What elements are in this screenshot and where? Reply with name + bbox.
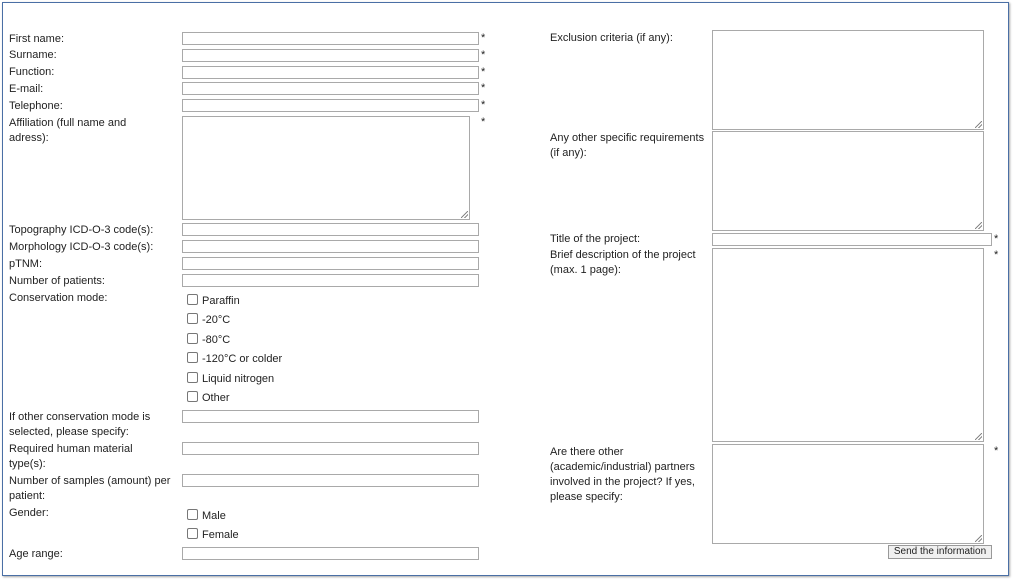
samples-input[interactable] — [182, 474, 479, 487]
telephone-label: Telephone: — [9, 100, 63, 112]
ptnm-input[interactable] — [182, 257, 479, 270]
function-input[interactable] — [182, 66, 479, 79]
function-label: Function: — [9, 66, 55, 78]
exclusion-textarea[interactable] — [712, 30, 984, 130]
conservation-label: Conservation mode: — [9, 292, 108, 304]
male-checkbox[interactable] — [187, 509, 198, 520]
telephone-input[interactable] — [182, 99, 479, 112]
resize-grip-icon[interactable] — [975, 433, 982, 440]
paraffin-checkbox[interactable] — [187, 294, 198, 305]
first-name-input[interactable] — [182, 32, 479, 45]
other-checkbox[interactable] — [187, 391, 198, 402]
resize-grip-icon[interactable] — [975, 222, 982, 229]
male-option-label: Male — [202, 510, 226, 522]
material-input[interactable] — [182, 442, 479, 455]
resize-grip-icon[interactable] — [975, 121, 982, 128]
affiliation-label: Affiliation (full name and adress): — [9, 117, 127, 144]
surname-input[interactable] — [182, 49, 479, 62]
age-label: Age range: — [9, 548, 63, 560]
other-conservation-label: If other conservation mode is selected, please specify: — [9, 411, 151, 438]
partners-textarea[interactable] — [712, 444, 984, 544]
paraffin-option-label: Paraffin — [202, 295, 240, 307]
minus20-checkbox[interactable] — [187, 313, 198, 324]
required-marker: * — [481, 49, 486, 61]
female-checkbox[interactable] — [187, 528, 198, 539]
email-label: E-mail: — [9, 83, 44, 95]
age-input[interactable] — [182, 547, 479, 560]
send-information-button[interactable]: Send the information — [888, 545, 992, 559]
resize-grip-icon[interactable] — [975, 535, 982, 542]
project-title-input[interactable] — [712, 233, 992, 246]
email-input[interactable] — [182, 82, 479, 95]
topography-label: Topography ICD-O-3 code(s): — [9, 224, 154, 236]
female-option-label: Female — [202, 529, 239, 541]
morphology-input[interactable] — [182, 240, 479, 253]
minus120-option-label: -120°C or colder — [202, 353, 283, 365]
required-marker: * — [481, 32, 486, 44]
partners-label: Are there other (academic/industrial) partners involved in the project? If yes, please specify: — [550, 446, 695, 503]
required-marker: * — [994, 249, 999, 261]
required-marker: * — [481, 82, 486, 94]
material-label: Required human material type(s): — [9, 443, 133, 470]
patients-input[interactable] — [182, 274, 479, 287]
minus120-checkbox[interactable] — [187, 352, 198, 363]
topography-input[interactable] — [182, 223, 479, 236]
first-name-label: First name: — [9, 33, 65, 45]
other-conservation-input[interactable] — [182, 410, 479, 423]
other-option-label: Other — [202, 392, 230, 404]
required-marker: * — [994, 445, 999, 457]
project-title-label: Title of the project: — [550, 233, 641, 245]
description-textarea[interactable] — [712, 248, 984, 442]
morphology-label: Morphology ICD-O-3 code(s): — [9, 241, 154, 253]
required-marker: * — [481, 66, 486, 78]
gender-label: Gender: — [9, 507, 49, 519]
requirements-label: Any other specific requirements (if any): — [550, 132, 705, 159]
resize-grip-icon[interactable] — [461, 211, 468, 218]
ptnm-label: pTNM: — [9, 258, 42, 270]
minus20-option-label: -20°C — [202, 314, 231, 326]
liquid-nitrogen-option-label: Liquid nitrogen — [202, 373, 275, 385]
exclusion-label: Exclusion criteria (if any): — [550, 32, 673, 44]
requirements-textarea[interactable] — [712, 131, 984, 231]
patients-label: Number of patients: — [9, 275, 105, 287]
affiliation-textarea[interactable] — [182, 116, 470, 220]
minus80-option-label: -80°C — [202, 334, 231, 346]
required-marker: * — [481, 99, 486, 111]
samples-label: Number of samples (amount) per patient: — [9, 475, 171, 502]
minus80-checkbox[interactable] — [187, 333, 198, 344]
surname-label: Surname: — [9, 49, 57, 61]
required-marker: * — [481, 116, 486, 128]
required-marker: * — [994, 233, 999, 245]
liquid-nitrogen-checkbox[interactable] — [187, 372, 198, 383]
description-label: Brief description of the project (max. 1 page): — [550, 249, 696, 276]
